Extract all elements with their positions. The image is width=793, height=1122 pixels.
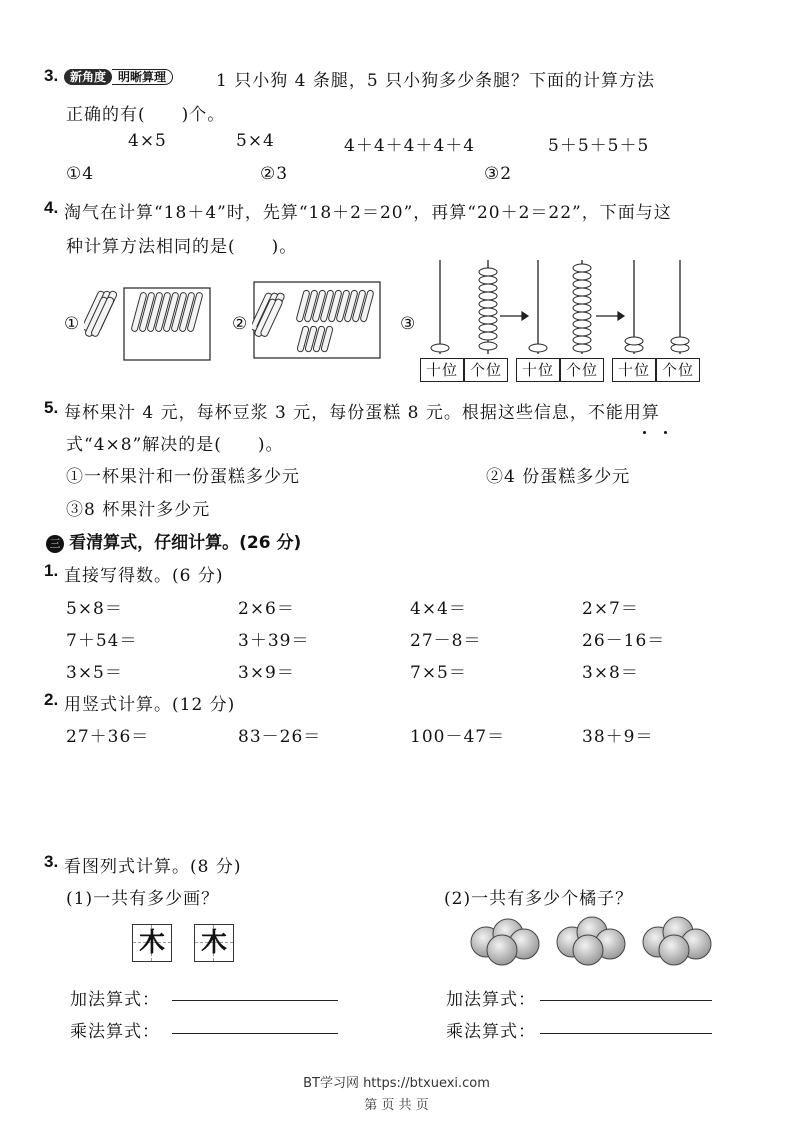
q4-option-1-label[interactable]: ① <box>64 314 81 334</box>
abacus-label-ones-2: 个位 <box>560 358 604 382</box>
p1-r1-c4: 2×7＝ <box>582 599 639 619</box>
q4-line2: 种计算方法相同的是( )。 <box>66 237 298 257</box>
p1-r3-c1: 3×5＝ <box>66 663 123 683</box>
p1-r1-c1: 5×8＝ <box>66 599 123 619</box>
p2-item-1: 27＋36＝ <box>66 727 150 747</box>
p3-left-mul-answer-line[interactable] <box>172 1033 338 1034</box>
p3-right-add-label: 加法算式： <box>446 990 536 1010</box>
q3-number: 3. <box>44 66 59 85</box>
abacus-label-ones-1: 个位 <box>464 358 508 382</box>
tag-clear-reasoning: 明晰算理 <box>112 69 173 85</box>
section-3-header <box>46 528 301 553</box>
char-2: 木 <box>200 928 227 958</box>
q5-line2: 式“4×8”解决的是( )。 <box>66 435 284 455</box>
p3-sub2: (2)一共有多少个橘子？ <box>444 889 634 909</box>
p1-r3-c3: 7×5＝ <box>410 663 467 683</box>
p1-r3-c2: 3×9＝ <box>238 663 295 683</box>
q4-option-3-label[interactable]: ③ <box>400 314 417 334</box>
q3-line2: 正确的有( )个。 <box>66 105 226 125</box>
tag-new-angle: 新角度 <box>64 69 112 85</box>
abacus-label-tens-1: 十位 <box>420 358 464 382</box>
q3-option-2[interactable]: ②3 <box>260 164 289 184</box>
section-3-icon: 三 <box>46 535 64 553</box>
q3-expr-2: 5×4 <box>236 131 275 151</box>
oranges-figure <box>464 912 718 968</box>
p1-r3-c4: 3×8＝ <box>582 663 639 683</box>
q3-expr-1: 4×5 <box>128 131 167 151</box>
char-box-1 <box>132 924 172 962</box>
q5-option-3[interactable]: ③8 杯果汁多少元 <box>66 500 211 520</box>
footer-site[interactable]: BT学习网 https://btxuexi.com <box>303 1076 490 1091</box>
q4-option-3-abacus-figure <box>418 256 702 360</box>
char-1: 木 <box>138 928 165 958</box>
q3-expr-4: 5＋5＋5＋5 <box>548 136 650 156</box>
p1-number: 1. <box>44 561 59 580</box>
abacus-label-tens-2: 十位 <box>516 358 560 382</box>
q3-option-1[interactable]: ①4 <box>66 164 95 184</box>
q5-option-2[interactable]: ②4 份蛋糕多少元 <box>486 467 631 487</box>
p2-title: 用竖式计算。(12 分) <box>64 695 236 715</box>
emphasis-dots <box>643 419 667 438</box>
q3-tag <box>64 66 173 85</box>
p2-number: 2. <box>44 690 59 709</box>
q4-line1: 淘气在计算“18＋4”时，先算“18＋2＝20”，再算“20＋2＝22”，下面与这 <box>64 203 672 223</box>
q3-expr-3: 4＋4＋4＋4＋4 <box>344 136 476 156</box>
p3-number: 3. <box>44 852 59 871</box>
p3-left-mul-label: 乘法算式： <box>70 1022 160 1042</box>
p1-r2-c1: 7＋54＝ <box>66 631 138 651</box>
section-3-title: 看清算式，仔细计算。(26 分) <box>69 533 302 553</box>
q4-option-1-sticks-figure <box>84 278 214 364</box>
q4-option-2-sticks-figure <box>252 278 384 364</box>
p3-sub1: (1)一共有多少画？ <box>66 889 220 909</box>
q5-number: 5. <box>44 398 59 417</box>
p3-title: 看图列式计算。(8 分) <box>64 857 242 877</box>
p1-r2-c2: 3＋39＝ <box>238 631 310 651</box>
p3-right-add-answer-line[interactable] <box>540 1000 712 1001</box>
q4-number: 4. <box>44 198 59 217</box>
p1-r2-c4: 26－16＝ <box>582 631 666 651</box>
abacus-label-tens-3: 十位 <box>612 358 656 382</box>
p1-r1-c2: 2×6＝ <box>238 599 295 619</box>
p2-item-3: 100－47＝ <box>410 727 506 747</box>
q4-abacus-place-labels <box>418 358 702 382</box>
p2-item-4: 38＋9＝ <box>582 727 654 747</box>
char-box-2 <box>194 924 234 962</box>
p3-left-add-label: 加法算式： <box>70 990 160 1010</box>
p2-item-2: 83－26＝ <box>238 727 322 747</box>
p3-right-mul-label: 乘法算式： <box>446 1022 536 1042</box>
p1-title: 直接写得数。(6 分) <box>64 566 224 586</box>
q5-line1: 每杯果汁 4 元，每杯豆浆 3 元，每份蛋糕 8 元。根据这些信息，不能用算 <box>64 403 660 423</box>
footer-page: 第 页 共 页 <box>364 1098 429 1113</box>
q3-line1: 1 只小狗 4 条腿，5 只小狗多少条腿？下面的计算方法 <box>216 71 656 91</box>
q4-option-2-label[interactable]: ② <box>232 314 249 334</box>
abacus-label-ones-3: 个位 <box>656 358 700 382</box>
p1-r1-c3: 4×4＝ <box>410 599 467 619</box>
p3-left-add-answer-line[interactable] <box>172 1000 338 1001</box>
q3-option-3[interactable]: ③2 <box>484 164 513 184</box>
p3-right-mul-answer-line[interactable] <box>540 1033 712 1034</box>
p1-r2-c3: 27－8＝ <box>410 631 482 651</box>
q5-option-1[interactable]: ①一杯果汁和一份蛋糕多少元 <box>66 467 300 487</box>
